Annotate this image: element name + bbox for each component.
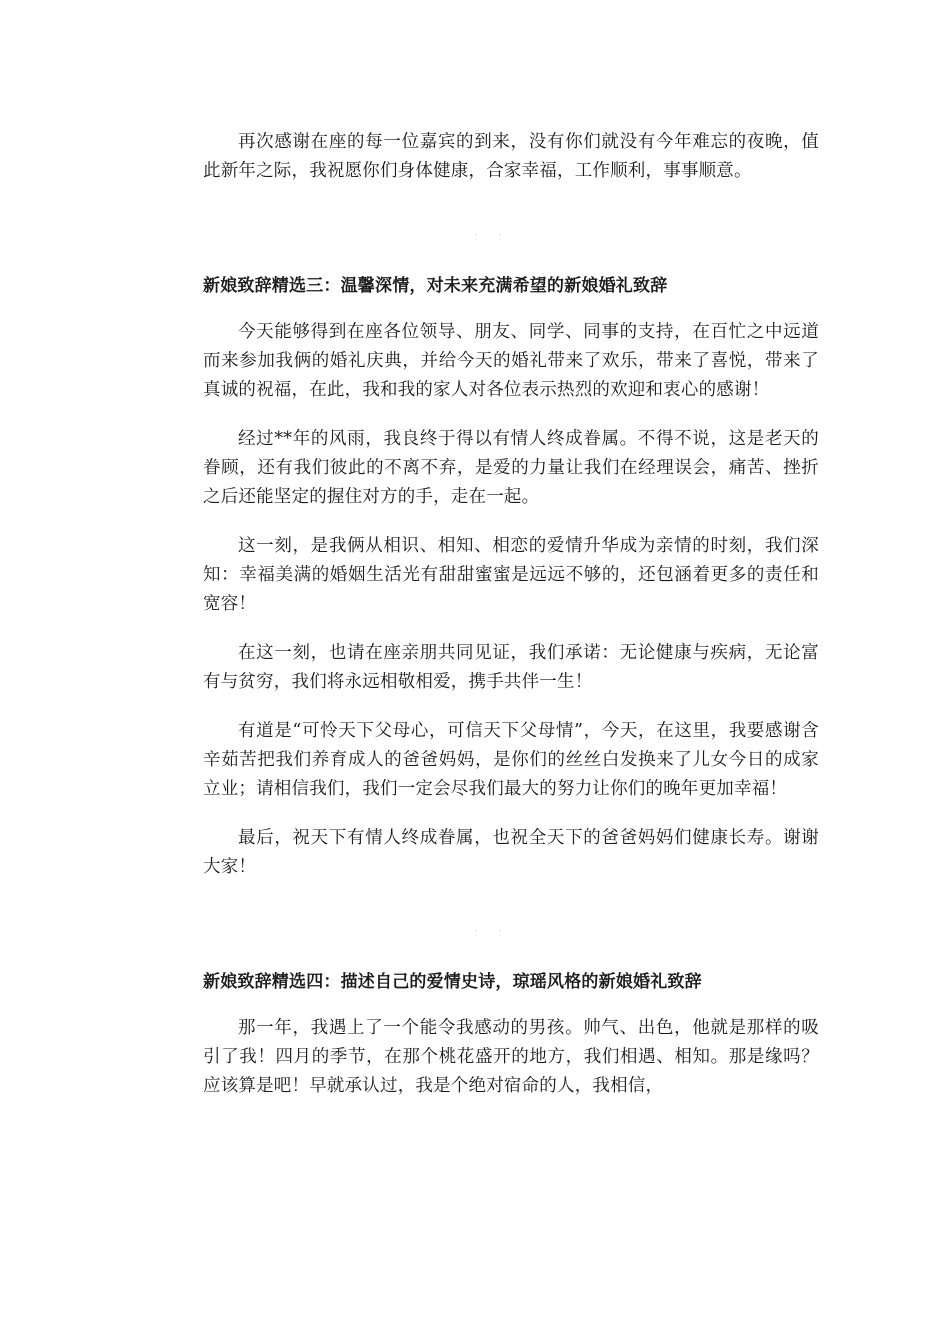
section-separator bbox=[203, 919, 819, 941]
document-page bbox=[203, 128, 819, 1101]
section-three-heading: 新娘致辞精选三：温馨深情，对未来充满希望的新娘婚礼致辞 bbox=[203, 276, 668, 296]
section-three-paragraph-3: 这一刻，是我俩从相识、相知、相恋的爱情升华成为亲情的时刻，我们深知：幸福美满的婚姻生活光有甜甜蜜蜜是远远不够的，还包涵着更多的责任和宽容！ bbox=[203, 536, 819, 614]
separator-mark: ：： bbox=[473, 925, 528, 939]
section-four-paragraph-1: 那一年，我遇上了一个能令我感动的男孩。帅气、出色，他就是那样的吸引了我！四月的季节，在那个桃花盛开的地方，我们相遇、相知。那是缘吗？应该算是吧！早就承认过，我是个绝对宿命的人，我相信， bbox=[203, 1018, 819, 1096]
section-three-paragraph-2: 经过**年的风雨，我良终于得以有情人终成眷属。不得不说，这是老天的眷顾，还有我们彼此的不离不弃，是爱的力量让我们在经理误会，痛苦、挫折之后还能坚定的握住对方的手，走在一起。 bbox=[203, 429, 819, 507]
section-three-paragraph-6: 最后，祝天下有情人终成眷属，也祝全天下的爸爸妈妈们健康长寿。谢谢大家！ bbox=[203, 828, 819, 877]
separator-mark: ：： bbox=[473, 229, 528, 243]
section-three-paragraph-5: 有道是“可怜天下父母心，可信天下父母情”，今天，在这里，我要感谢含辛茹苦把我们养育成人的爸爸妈妈，是你们的丝丝白发换来了儿女今日的成家立业；请相信我们，我们一定会尽我们最大的努力让你们的晚年更加幸福！ bbox=[203, 721, 819, 799]
section-three-paragraph-4: 在这一刻，也请在座亲朋共同见证，我们承诺：无论健康与疾病，无论富有与贫穷，我们将永远相敬相爱，携手共伴一生！ bbox=[203, 643, 819, 692]
section-four-heading: 新娘致辞精选四：描述自己的爱情史诗，琼瑶风格的新娘婚礼致辞 bbox=[203, 972, 702, 992]
section-three-paragraph-1: 今天能够得到在座各位领导、朋友、同学、同事的支持，在百忙之中远道而来参加我俩的婚礼庆典，并给今天的婚礼带来了欢乐，带来了喜悦，带来了真诚的祝福，在此，我和我的家人对各位表示热烈的欢迎和衷心的感谢！ bbox=[203, 322, 819, 400]
section-separator bbox=[203, 223, 819, 245]
intro-paragraph-1: 再次感谢在座的每一位嘉宾的到来，没有你们就没有今年难忘的夜晚，值此新年之际，我祝愿你们身体健康，合家幸福，工作顺利，事事顺意。 bbox=[203, 132, 819, 181]
